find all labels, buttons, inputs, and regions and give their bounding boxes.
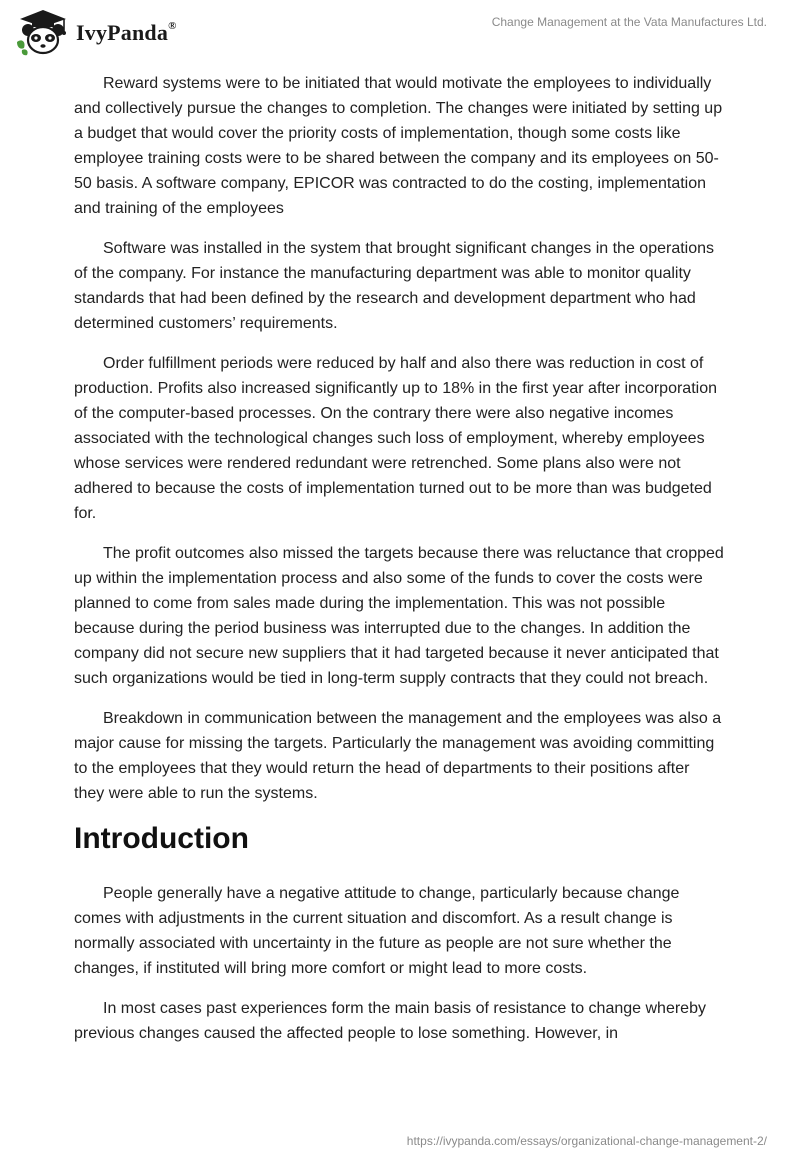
ivypanda-logo[interactable] — [14, 8, 177, 56]
paragraph: Reward systems were to be initiated that would motivate the employees to individually and collectively pursue the changes to completion. The changes were initiated by setting up a budget that would cover the priority costs of implementation, though some costs like employee training costs were to be shared between the company and its employees on 50-50 basis. A software company, EPICOR was contracted to do the costing, implementation and training of the employees — [74, 75, 723, 217]
page-header — [0, 0, 800, 62]
panda-graduate-icon — [14, 8, 72, 56]
paragraph: Software was installed in the system that brought significant changes in the operations of the company. For instance the manufacturing department was able to monitor quality standards that had been defined by the research and development department who had determined customers’ requirements. — [74, 240, 715, 332]
paragraph: In most cases past experiences form the main basis of resistance to change whereby previous changes caused the affected people to lose something. However, in — [74, 1000, 706, 1042]
source-url[interactable]: https://ivypanda.com/essays/organizational-change-management-2/ — [406, 1134, 767, 1148]
paragraph: People generally have a negative attitude to change, particularly because change comes with adjustments in the current situation and discomfort. As a result change is normally associated with uncertainty in the future as people are not sure whether the changes, if instituted will bring more comfort or might lead to more costs. — [74, 885, 680, 977]
paragraph: Breakdown in communication between the management and the employees was also a major cause for missing the targets. Particularly the management was avoiding committing to the employees that they would return the head of departments to their positions after they were able to run the systems. — [74, 710, 722, 802]
document-title: Change Management at the Vata Manufactures Ltd. — [491, 15, 767, 29]
paragraph: Order fulfillment periods were reduced by half and also there was reduction in cost of production. Profits also increased significantly up to 18% in the first year after incorporation of the computer-based processes. On the contrary there were also negative incomes associated with the technological changes such loss of employment, whereby employees whose services were rendered redundant were retrenched. Some plans also were not adhered to because the costs of implementation turned out to be more than was budgeted for. — [74, 355, 717, 522]
brand-name: IvyPanda® — [76, 19, 177, 45]
paragraph: The profit outcomes also missed the targets because there was reluctance that cropped up within the implementation process and also some of the funds to cover the costs were planned to come from sales made during the implementation. This was not possible because during the period business was interrupted due to the changes. In addition the company did not secure new suppliers that it had targeted because it never anticipated that such organizations would be tied in long-term supply contracts that they could not breach. — [74, 545, 724, 687]
essay-body — [74, 71, 724, 1061]
section-heading: Introduction — [74, 822, 249, 855]
